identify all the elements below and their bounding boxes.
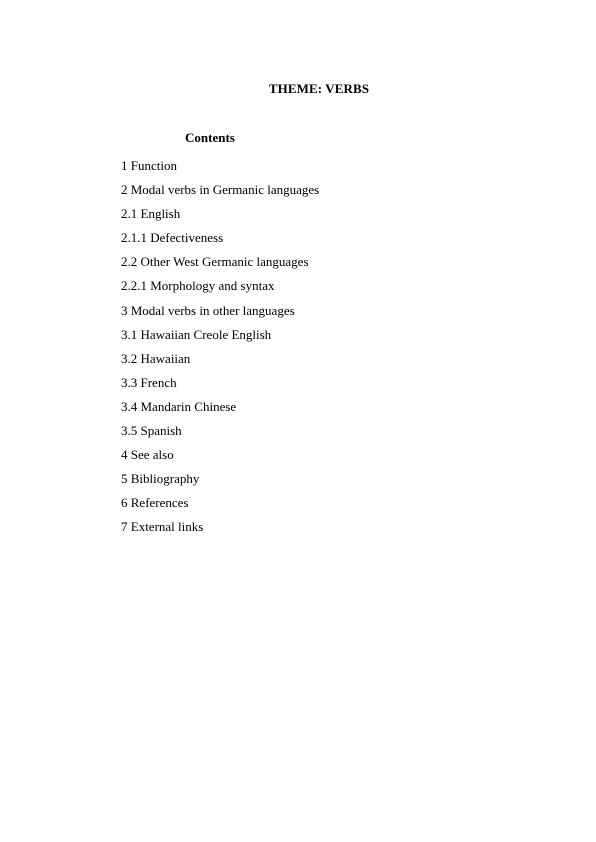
toc-item: 3.1 Hawaiian Creole English	[121, 326, 272, 342]
toc-item: 3.3 French	[121, 374, 177, 390]
toc-item: 2.2 Other West Germanic languages	[121, 254, 309, 270]
contents-heading: Contents	[185, 130, 235, 145]
toc-item: 3.4 Mandarin Chinese	[121, 398, 237, 414]
toc-item: 3.2 Hawaiian	[121, 350, 191, 366]
toc-item: 2.2.1 Morphology and syntax	[121, 278, 275, 294]
toc-item: 2.1.1 Defectiveness	[121, 230, 224, 246]
toc-item: 3.5 Spanish	[121, 423, 182, 439]
toc-item: 3 Modal verbs in other languages	[121, 302, 295, 318]
document-title: THEME: VERBS	[268, 81, 370, 96]
toc-item: 2 Modal verbs in Germanic languages	[121, 182, 320, 198]
toc-item: 1 Function	[121, 158, 177, 173]
table-of-contents	[121, 154, 319, 540]
toc-item: 6 References	[121, 495, 189, 511]
toc-item: 5 Bibliography	[121, 471, 200, 487]
toc-item: 7 External links	[121, 519, 204, 535]
toc-item: 4 See also	[121, 447, 174, 463]
toc-item: 2.1 English	[121, 206, 181, 222]
